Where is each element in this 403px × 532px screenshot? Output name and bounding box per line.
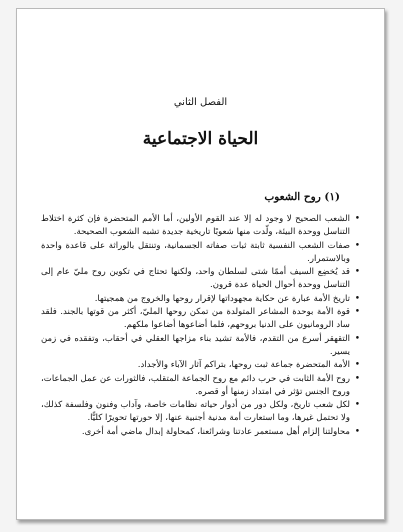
bullet-item: • محاولتنا إلزام أهل مستعمر عادتنا وشرائعنا، كمحاولة إبدال ماضي أمة أخرى. [41, 426, 362, 439]
bullet-item: • لكل شعب تاريخ، ولكل دور من أدوار حياته نظامات خاصة، وآداب وفنون وفلسفة كذلك، ولا تحتمل غيرها، وما استعارت أمة مدنية أجنبية عنها، إلا حورتها تحويرًا كليًّا. [41, 399, 362, 426]
bullet-item: • روح الأمة الثابت في حرب دائم مع روح الجماعة المتقلب، فالثورات عن عمل الجماعات، وروح الجنس تؤثر في امتداد زمنها أو قصره. [41, 373, 362, 400]
chapter-title: الحياة الاجتماعية [142, 129, 259, 149]
bullet-item: • قوة الأمة بوحدة المشاعر المتولدة من تمكن روحها المليّ، أكثر من قوتها بالجند. فلقد ساد الرومانيون على الدنيا بروحهم، فلما أضاعوها أضاعوا ملكهم. [41, 306, 362, 333]
bullet-item: • تاريخ الأمة عبارة عن حكاية مجهوداتها لإقرار روحها والخروج من همجيتها. [41, 293, 362, 306]
chapter-label: الفصل الثاني [173, 97, 228, 108]
bullet-item: • التقهقر أسرع من التقدم، فالأمة تشيد بناء مزاجها العقلي في أحقاب، وتفقده في زمن يسير. [41, 333, 362, 360]
document-page [16, 8, 385, 520]
bullet-item: • الأمة المتحضرة جماعة ثبت روحها، بتراكم آثار الآباء والأجداد. [41, 359, 362, 372]
section-heading: (١) روح الشعوب [264, 191, 340, 203]
bullet-item: • قد يُخضِع السيف أممًا شتى لسلطان واحد، ولكنها تحتاج في تكوين روح مليّ عام إلى التناسل ووحدة أحوال الحياة عدة قرون. [41, 266, 362, 293]
bullet-item: • الشعب الصحيح لا وجود له إلا عند القوم الأولين، أما الأمم المتحضرة فإن كثرة اختلاط التناسل ووحدة البيئة، ولّدت منها شعوبًا تاريخية جديدة تشبه الشعوب الصحيحة. [41, 213, 362, 240]
bullet-list [41, 213, 362, 439]
bullet-item: • صفات الشعب النفسية ثابتة ثبات صفاته الجسمانية، وتنتقل بالوراثة على قاعدة واحدة وبالاستمرار. [41, 240, 362, 267]
